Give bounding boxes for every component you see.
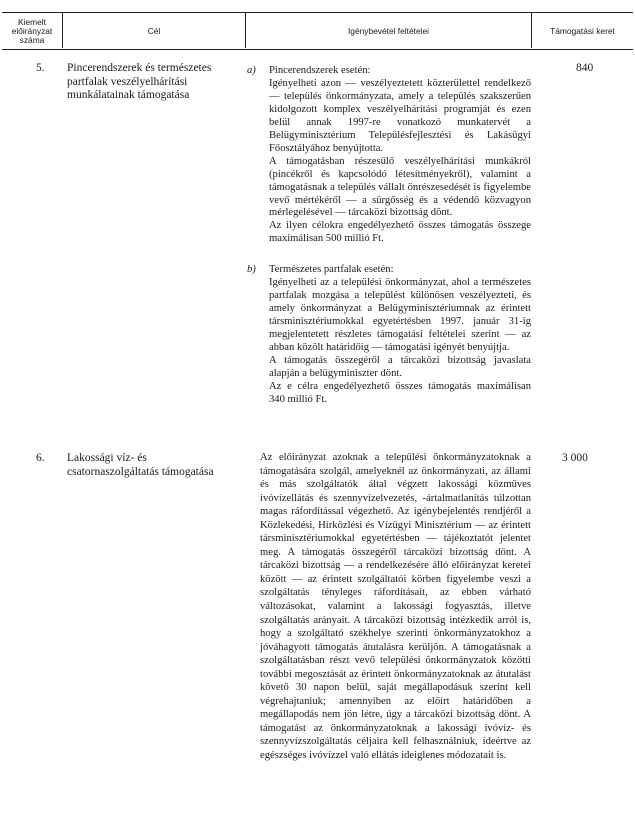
section-marker: a) <box>247 65 256 76</box>
row-number: 6. <box>36 452 45 464</box>
section-paragraph: A támogatás összegéről a tárcaközi bizottság javaslata alapján a belügyminiszter dönt. <box>269 354 531 379</box>
section-paragraph: Az ilyen célokra engedélyezhető összes támogatás összege maximálisan 500 millió Ft. <box>269 220 531 245</box>
header-goal: Cél <box>147 25 161 36</box>
section-body <box>269 264 531 406</box>
row-number: 5. <box>36 62 45 74</box>
section-paragraph: Igényelheti azon — veszélyeztetett közterülettel rendelkező — település önkormányzata, amely a település szakszerűen kidolgozott komplex veszélyelhárítási programját és ezen belül annak 1997-re vonatkozó munkatervét a Belügyminisztérium Településfejlesztési és Lakásügyi Főosztályához benyújtotta. <box>269 77 531 154</box>
section-title: Természetes partfalak esetén: <box>269 264 394 275</box>
row-goal: Lakossági víz- és csatornaszolgáltatás támogatása <box>67 452 214 478</box>
header-item-number-line1: Kiemelt <box>18 16 46 27</box>
header-item-number-line3: száma <box>19 34 45 45</box>
header-divider <box>531 12 532 48</box>
header-conditions: Igénybevétel feltételei <box>347 25 429 36</box>
section-marker: b) <box>247 264 256 275</box>
row-conditions: Az előirányzat azoknak a települési önkormányzatoknak a támogatására szolgál, amelyeknél az önkormányzati, az állami és más szolgáltatók által végzett lakossági közműves ivóvízellátás és szennyvízelvezetés, -ártalmatlanítás túlzottan magas ráfordítással végezhető. Az igénybejelentés rendjéről a Közlekedési, Hírközlési és Vízügyi Minisztérium — az érintett társminisztériumokkal egyetértésben — tájékoztatót jelentet meg. A támogatás összegéről tárcaközi bizottság dönt. A tárcaközi bizottság — a rendelkezésére álló előirányzat keretei között — az érintett szolgáltatói körben figyelembe veszi a szolgáltatás tényleges ráfordításait, az ebben várható változásokat, valamint a lakossági fogyasztás, illetve szolgáltatás arányait. A tárcaközi bizottság intézkedik arról is, hogy a szolgáltató székhelye szerinti önkormányzatokhoz a jóváhagyott támogatás átutalásra kerüljön. A támogatásnak a szolgáltatásban részt vevő települési önkormányzatok közötti további megosztását az érintett önkormányzatoknak az átutalást követő 30 napon belül, saját megállapodásuk szerint kell végrehajtaniuk; amennyiben az előírt határidőben a megállapodás nem jön létre, úgy a tárcaközi bizottság dönt. A támogatást az önkormányzatoknak a lakossági ivóvíz- és szennyvízszolgáltatás céljaira kell felhasználniuk, ideértve az egészséges ivóvízzel való ellátás ideiglenes módozatait is. <box>260 452 531 762</box>
section-title: Pincerendszerek esetén: <box>269 65 371 76</box>
row-amount: 3 000 <box>562 452 588 464</box>
row-amount: 840 <box>576 62 594 74</box>
header-item-number <box>2 13 62 49</box>
section-body <box>269 65 531 246</box>
section-paragraph: A támogatásban részesülő veszélyelhárítási munkákról (pincékről és kapcsolódó létesítményekről), valamint a támogatásnak a település vállalt önrészesedését is figyelembe vevő mértékéről — a sürgősség és a védendő közvagyon mérlegelésével — tárcaközi bizottság dönt. <box>269 155 531 219</box>
header-item-number-line2: előirányzat <box>11 25 53 36</box>
header-amount: Támogatási keret <box>550 25 615 36</box>
header-divider <box>62 12 63 48</box>
header-divider <box>245 12 246 48</box>
table-header <box>2 12 633 50</box>
row-goal: Pincerendszerek és természetes partfalak veszélyelhárítási munkálatainak támogatása <box>67 62 212 102</box>
condition-section <box>247 264 531 406</box>
condition-section <box>247 65 531 246</box>
section-paragraph: Igényelheti az a települési önkormányzat, ahol a természetes partfalak mozgása a települést különösen veszélyezteti, és amely önkormányzat a Belügyminisztériumnak az érintett társminisztériumokkal egyetértésben 1997. január 31-ig megjelentetett részletes támogatási feltételei szerint — az abban közölt határidőig — támogatási igényét benyújtja. <box>269 276 531 353</box>
section-paragraph: Az e célra engedélyezhető összes támogatás maximálisan 340 millió Ft. <box>269 380 531 405</box>
